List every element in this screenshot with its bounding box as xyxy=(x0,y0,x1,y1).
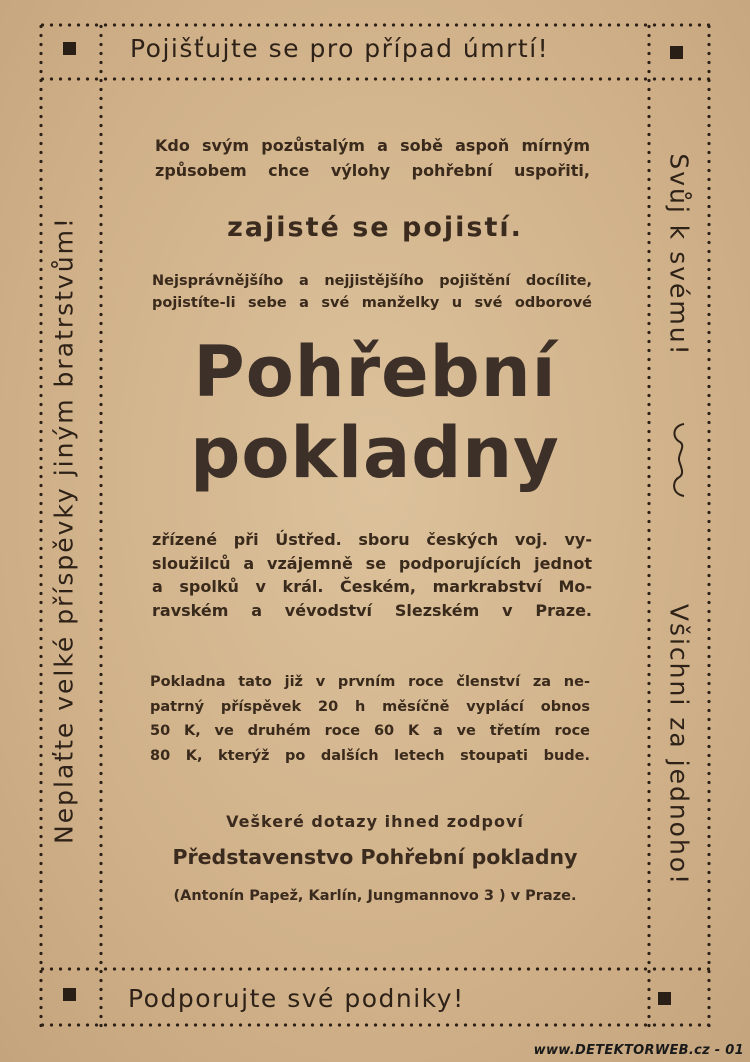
recommend-line: pojistíte-li sebe a své manželky u své odborové xyxy=(152,295,592,311)
main-title-line1: Pohřební xyxy=(193,331,557,413)
watermark-credit: www.DETEKTORWEB.cz - 01 xyxy=(533,1043,744,1058)
border-bottom-text: Podporujte své podniky! xyxy=(128,984,465,1013)
frame-right-inner xyxy=(646,22,652,1028)
border-right-top-container xyxy=(655,105,703,405)
subheading: zajisté se pojistí. xyxy=(227,212,523,243)
border-right-bottom-text: Všichni za jednoho! xyxy=(664,603,694,887)
corner-square-bottom-right xyxy=(658,992,671,1005)
description-line: sloužilců a vzájemně se podporujících jednot xyxy=(152,553,592,573)
intro-paragraph xyxy=(155,133,590,183)
description-line: a spolků v král. Českém, markrabství Mo- xyxy=(152,577,592,596)
contact-org: Představenstvo Pohřební pokladny xyxy=(172,845,578,869)
corner-square-bottom-left xyxy=(63,988,76,1001)
border-right-top-text: Svůj k svému! xyxy=(664,153,694,357)
corner-square-top-right xyxy=(670,46,683,59)
main-title-line2: pokladny xyxy=(190,412,560,494)
description-line: zřízené při Ústřed. sboru českých voj. vy- xyxy=(152,530,592,549)
benefits-paragraph xyxy=(150,670,590,768)
frame-left-inner xyxy=(98,22,104,1028)
benefits-line: patrný příspěvek 20 h měsíčně vyplácí obnos xyxy=(150,698,590,715)
border-right-bottom-container xyxy=(655,545,703,945)
frame-top-inner xyxy=(38,76,710,82)
description-line: ravském a vévodství Slezském v Praze. xyxy=(152,600,592,620)
benefits-line: 80 K, kterýž po dalších letech stoupati bude. xyxy=(150,747,590,764)
intro-line: způsobem chce výlohy pohřební uspořiti, xyxy=(155,161,590,180)
border-left-text: Neplaťte velké příspěvky jiným bratrstvům! xyxy=(49,216,79,844)
recommend-line: Nejsprávnějšího a nejjistějšího pojištění docílite, xyxy=(152,273,592,289)
benefits-line: Pokladna tato již v prvním roce členství za ne- xyxy=(150,674,590,690)
frame-bottom-outer xyxy=(38,1022,710,1028)
frame-top-outer xyxy=(38,22,710,28)
swirl-ornament-icon xyxy=(666,420,692,500)
border-top-text: Pojišťujte se pro případ úmrtí! xyxy=(130,34,550,63)
corner-square-top-left xyxy=(63,42,76,55)
contact-address: (Antonín Papež, Karlín, Jungmannovo 3 ) v Praze. xyxy=(173,888,577,904)
intro-line: Kdo svým pozůstalým a sobě aspoň mírným xyxy=(155,136,590,155)
contact-lead: Veškeré dotazy ihned zodpoví xyxy=(226,812,524,831)
frame-bottom-inner xyxy=(38,966,710,972)
description-paragraph xyxy=(152,528,592,622)
benefits-line: 50 K, ve druhém roce 60 K a ve třetím roce xyxy=(150,723,590,739)
frame-right-outer xyxy=(706,22,712,1028)
recommend-paragraph xyxy=(152,270,592,314)
border-left-container xyxy=(40,110,88,950)
